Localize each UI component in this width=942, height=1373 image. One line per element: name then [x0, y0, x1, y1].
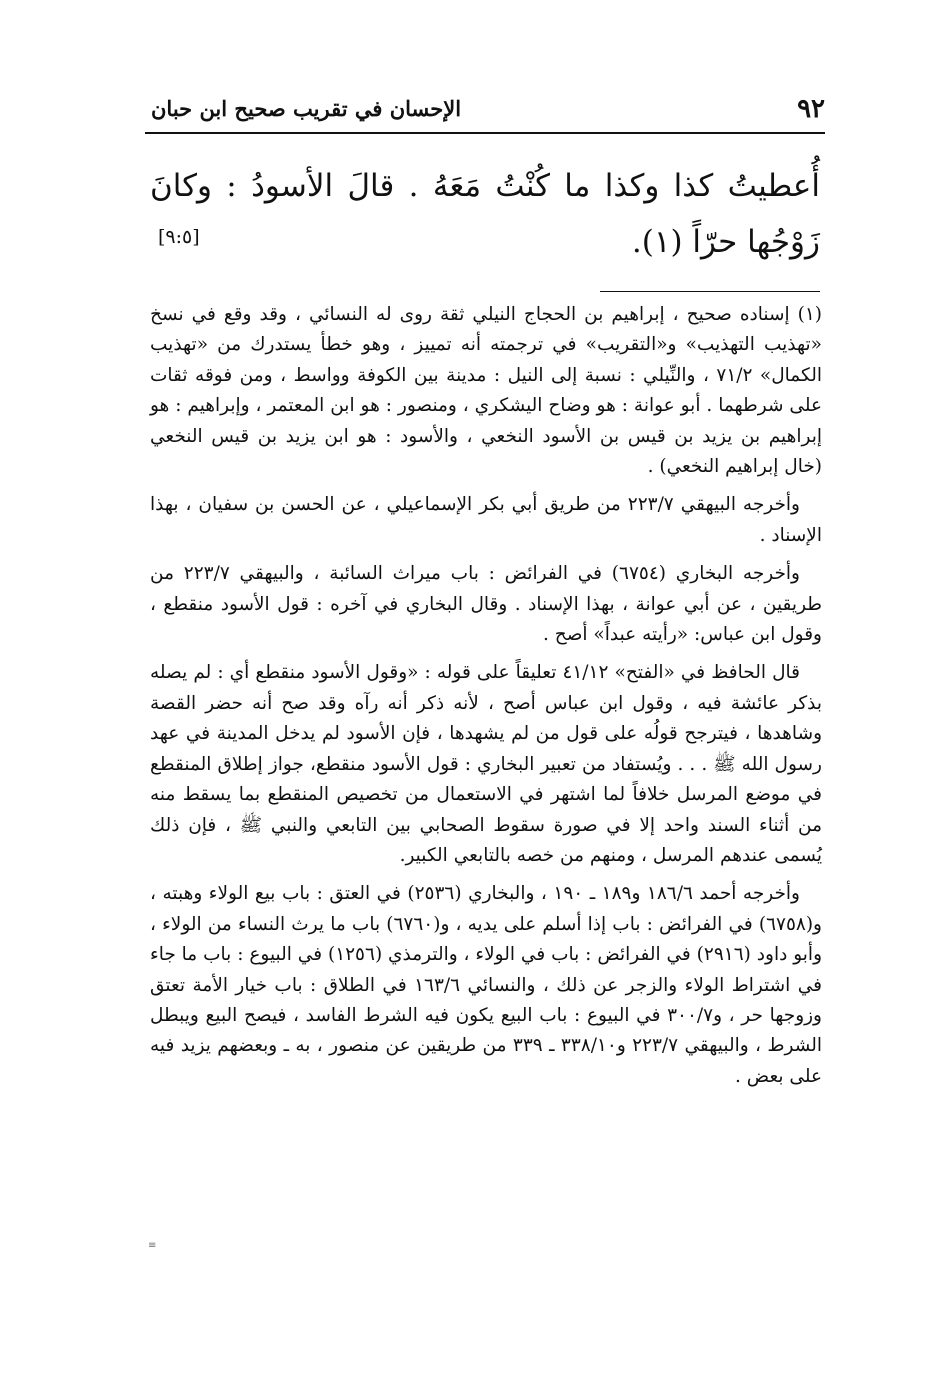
- running-title: الإحسان في تقريب صحيح ابن حبان: [151, 96, 462, 121]
- footnote-paragraph: (١) إسناده صحيح ، إبراهيم بن الحجاج النيلي ثقة روى له النسائي ، وقد وقع في نسخ «تهذيب التهذيب» و«التقريب» في ترجمته أنه تمييز ، وهو خطأ يستدرك من «تهذيب الكمال» ٧١/٢ ، والنِّيلي : نسبة إلى النيل : مدينة بين الكوفة وواسط ، ومن فوقه ثقات على شرطهما . أبو عوانة : هو وضاح اليشكري ، ومنصور : هو ابن المعتمر ، وإبراهيم : هو إبراهيم بن يزيد بن قيس بن الأسود النخعي ، والأسود : هو ابن يزيد بن قيس النخعي (خال إبراهيم النخعي) .: [150, 304, 822, 478]
- page-header: [145, 92, 825, 134]
- footnote-paragraph: وأخرجه أحمد ١٨٦/٦ و١٨٩ ـ ١٩٠ ، والبخاري (٢٥٣٦) في العتق : باب بيع الولاء وهبته ، و(٦٧٥٨) في الفرائض : باب إذا أسلم على يديه ، و(٦٧٦٠) باب ما يرث النساء من الولاء ، وأبو داود (٢٩١٦) في الفرائض : باب في الولاء ، والترمذي (١٢٥٦) في البيوع : باب ما جاء في اشتراط الولاء والزجر عن ذلك ، والنسائي ١٦٣/٦ في الطلاق : باب خيار الأمة تعتق وزوجها حر ، و٣٠٠/٧ في البيوع : باب البيع يكون فيه الشرط الفاسد ، فيصح البيع ويبطل الشرط ، والبيهقي ٢٢٣/٧ و٣٣٨/١٠ ـ ٣٣٩ من طريقين عن منصور ، به ـ وبعضهم يزيد فيه على بعض .: [150, 883, 823, 1087]
- hadith-text: أُعطيتُ كذا وكذا ما كُنْتُ مَعَهُ . قالَ الأسودُ : وكانَ زَوْجُها حرّاً (١).: [150, 168, 820, 260]
- page-number: ٩٢: [797, 94, 825, 124]
- footnote-paragraph: وأخرجه البخاري (٦٧٥٤) في الفرائض : باب ميراث السائبة ، والبيهقي ٢٢٣/٧ من طريقين ، عن أبي عوانة ، بهذا الإسناد . وقال البخاري في آخره : قول الأسود منقطع ، وقول ابن عباس: «رأيته عبداً» أصح .: [150, 563, 822, 646]
- footnote-paragraph: قال الحافظ في «الفتح» ٤١/١٢ تعليقاً على قوله : «وقول الأسود منقطع أي : لم يصله بذكر عائشة فيه ، وقول ابن عباس أصح ، لأنه ذكر أنه رآه وقد صح أنه حضر القصة وشاهدها ، فيترجح قولُه على قول من لم يشهدها ، فإن الأسود لم يدخل المدينة في عهد رسول الله ﷺ . . . ويُستفاد من تعبير البخاري : قول الأسود منقطع، جواز إطلاق المنقطع في موضع المرسل خلافاً لما اشتهر في الاستعمال من تخصيص المنقطع بما يسقط منه من أثناء السند واحد إلا في صورة سقوط الصحابي بين التابعي والنبي ﷺ ، فإن ذلك يُسمى عندهم المرسل ، ومنهم من خصه بالتابعي الكبير.: [150, 662, 822, 866]
- footnotes: [150, 300, 822, 1100]
- footnote-paragraph: وأخرجه البيهقي ٢٢٣/٧ من طريق أبي بكر الإسماعيلي ، عن الحسن بن سفيان ، بهذا الإسناد .: [150, 494, 822, 546]
- footnote-divider: [600, 291, 820, 292]
- reference-marker: [٩:٥]: [158, 226, 200, 248]
- scan-artifact: ≡: [148, 1240, 157, 1251]
